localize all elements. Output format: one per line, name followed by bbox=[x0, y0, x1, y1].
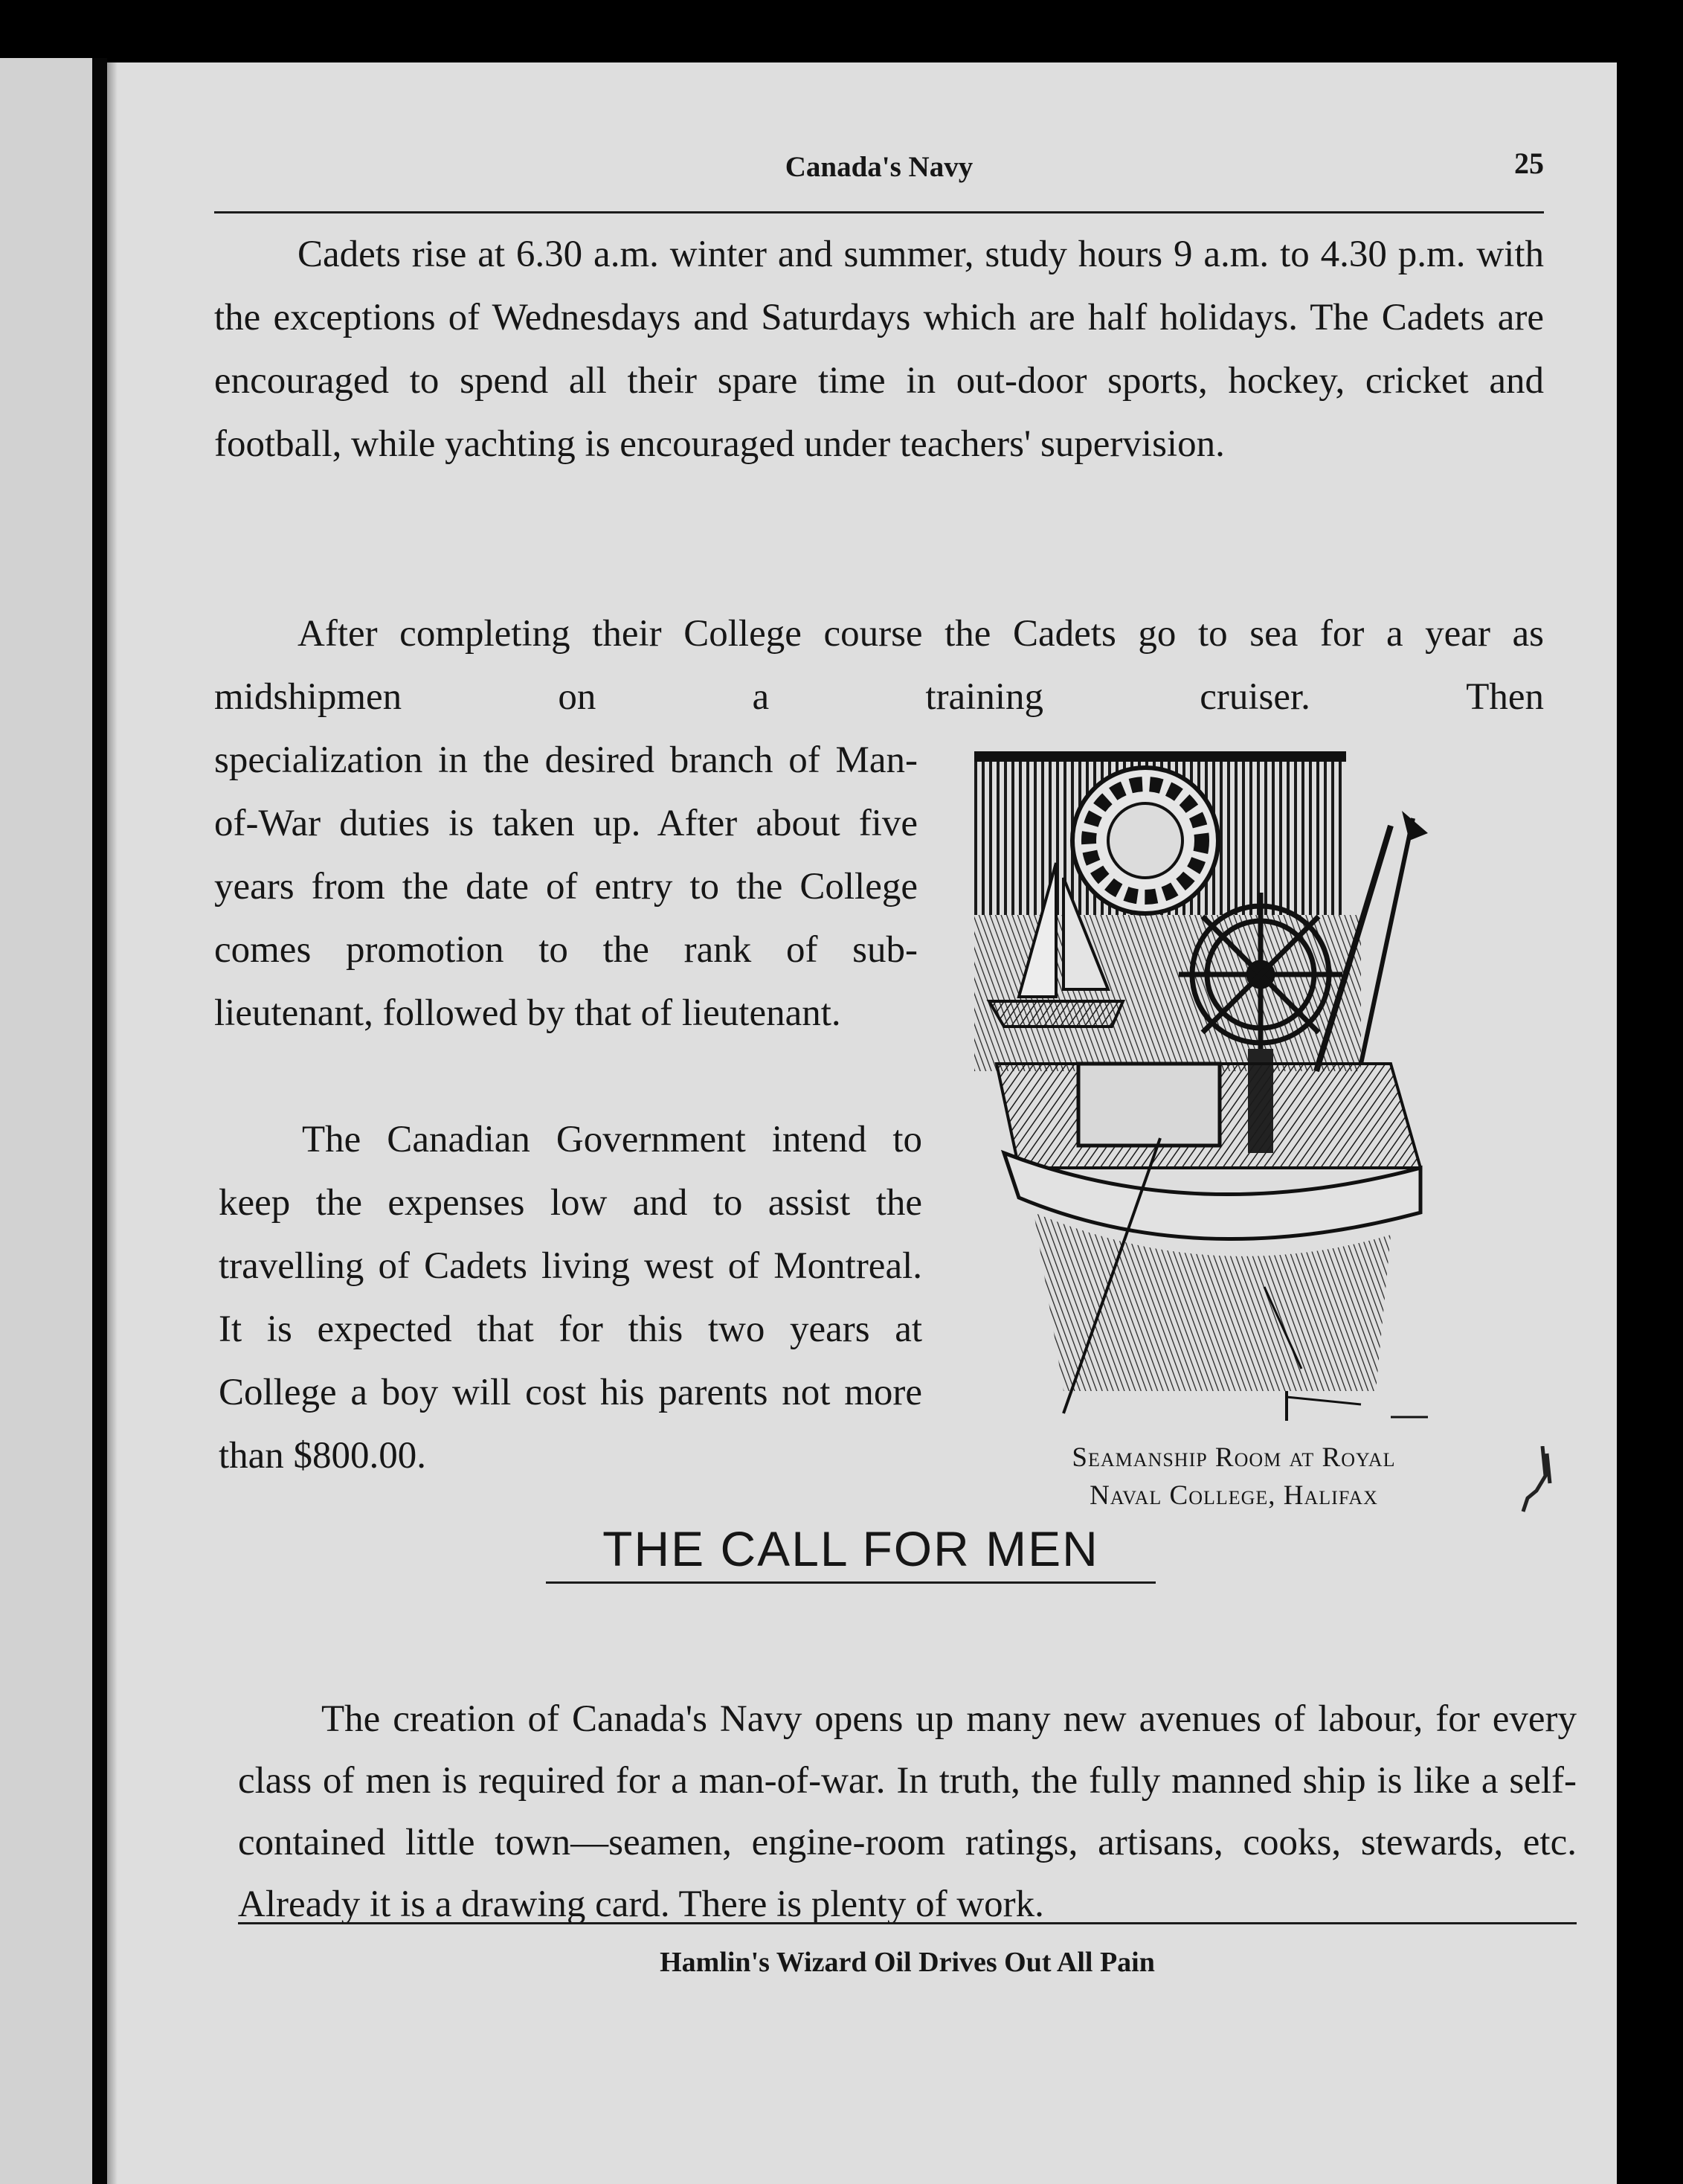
page-fold-shadow bbox=[107, 62, 118, 2184]
section-heading-underline bbox=[546, 1581, 1156, 1584]
book-page bbox=[107, 62, 1617, 2184]
seamanship-room-illustration bbox=[974, 751, 1434, 1424]
running-title: Canada's Navy bbox=[785, 151, 974, 183]
paragraph-call-for-men: The creation of Canada's Navy opens up many new avenues of labour, for every class of men is required for a man-of-war. In truth, the fully manned ship is like a self-contained little town—seamen, engine-room ratings, artisans, cooks, stewards, etc. Already it is a drawing card. There is plenty of work. bbox=[238, 1698, 1577, 1925]
paragraph-specialization: specialization in the desired branch of Man-of-War duties is taken up. After about five years from the date of entry to the College comes promotion to the rank of sub-lieutenant, followed by that of lieutenant. bbox=[214, 739, 918, 1034]
footer-rule bbox=[238, 1922, 1577, 1924]
scan-artifact bbox=[1520, 1446, 1557, 1513]
header-rule bbox=[214, 211, 1544, 213]
footer-advertisement: Hamlin's Wizard Oil Drives Out All Pain bbox=[660, 1947, 1155, 1978]
page-header bbox=[214, 147, 1544, 195]
previous-page-edge bbox=[0, 58, 92, 2184]
book-gutter bbox=[92, 58, 107, 2184]
illustration-caption bbox=[985, 1439, 1483, 1515]
page-number: 25 bbox=[1514, 147, 1544, 180]
caption-line-1: Seamanship Room at Royal bbox=[1072, 1442, 1396, 1473]
caption-line-2: Naval College, Halifax bbox=[1090, 1480, 1378, 1511]
paragraph-expenses: The Canadian Government intend to keep the expenses low and to assist the travelling of Cadets living west of Montreal. It is expected that for this two years at College a boy will cost his parents not more than $800.00. bbox=[219, 1119, 922, 1477]
paragraph-sea-training: After completing their College course the Cadets go to sea for a year as midshipmen on a training cruiser. Then bbox=[214, 613, 1544, 718]
section-heading: THE CALL FOR MEN bbox=[602, 1521, 1099, 1576]
paragraph-cadet-schedule: Cadets rise at 6.30 a.m. winter and summer, study hours 9 a.m. to 4.30 p.m. with the exceptions of Wednesdays and Saturdays which are half holidays. The Cadets are encouraged to spend all their spare time in out-door sports, hockey, cricket and football, while yachting is encouraged under teachers' supervision. bbox=[214, 234, 1544, 465]
